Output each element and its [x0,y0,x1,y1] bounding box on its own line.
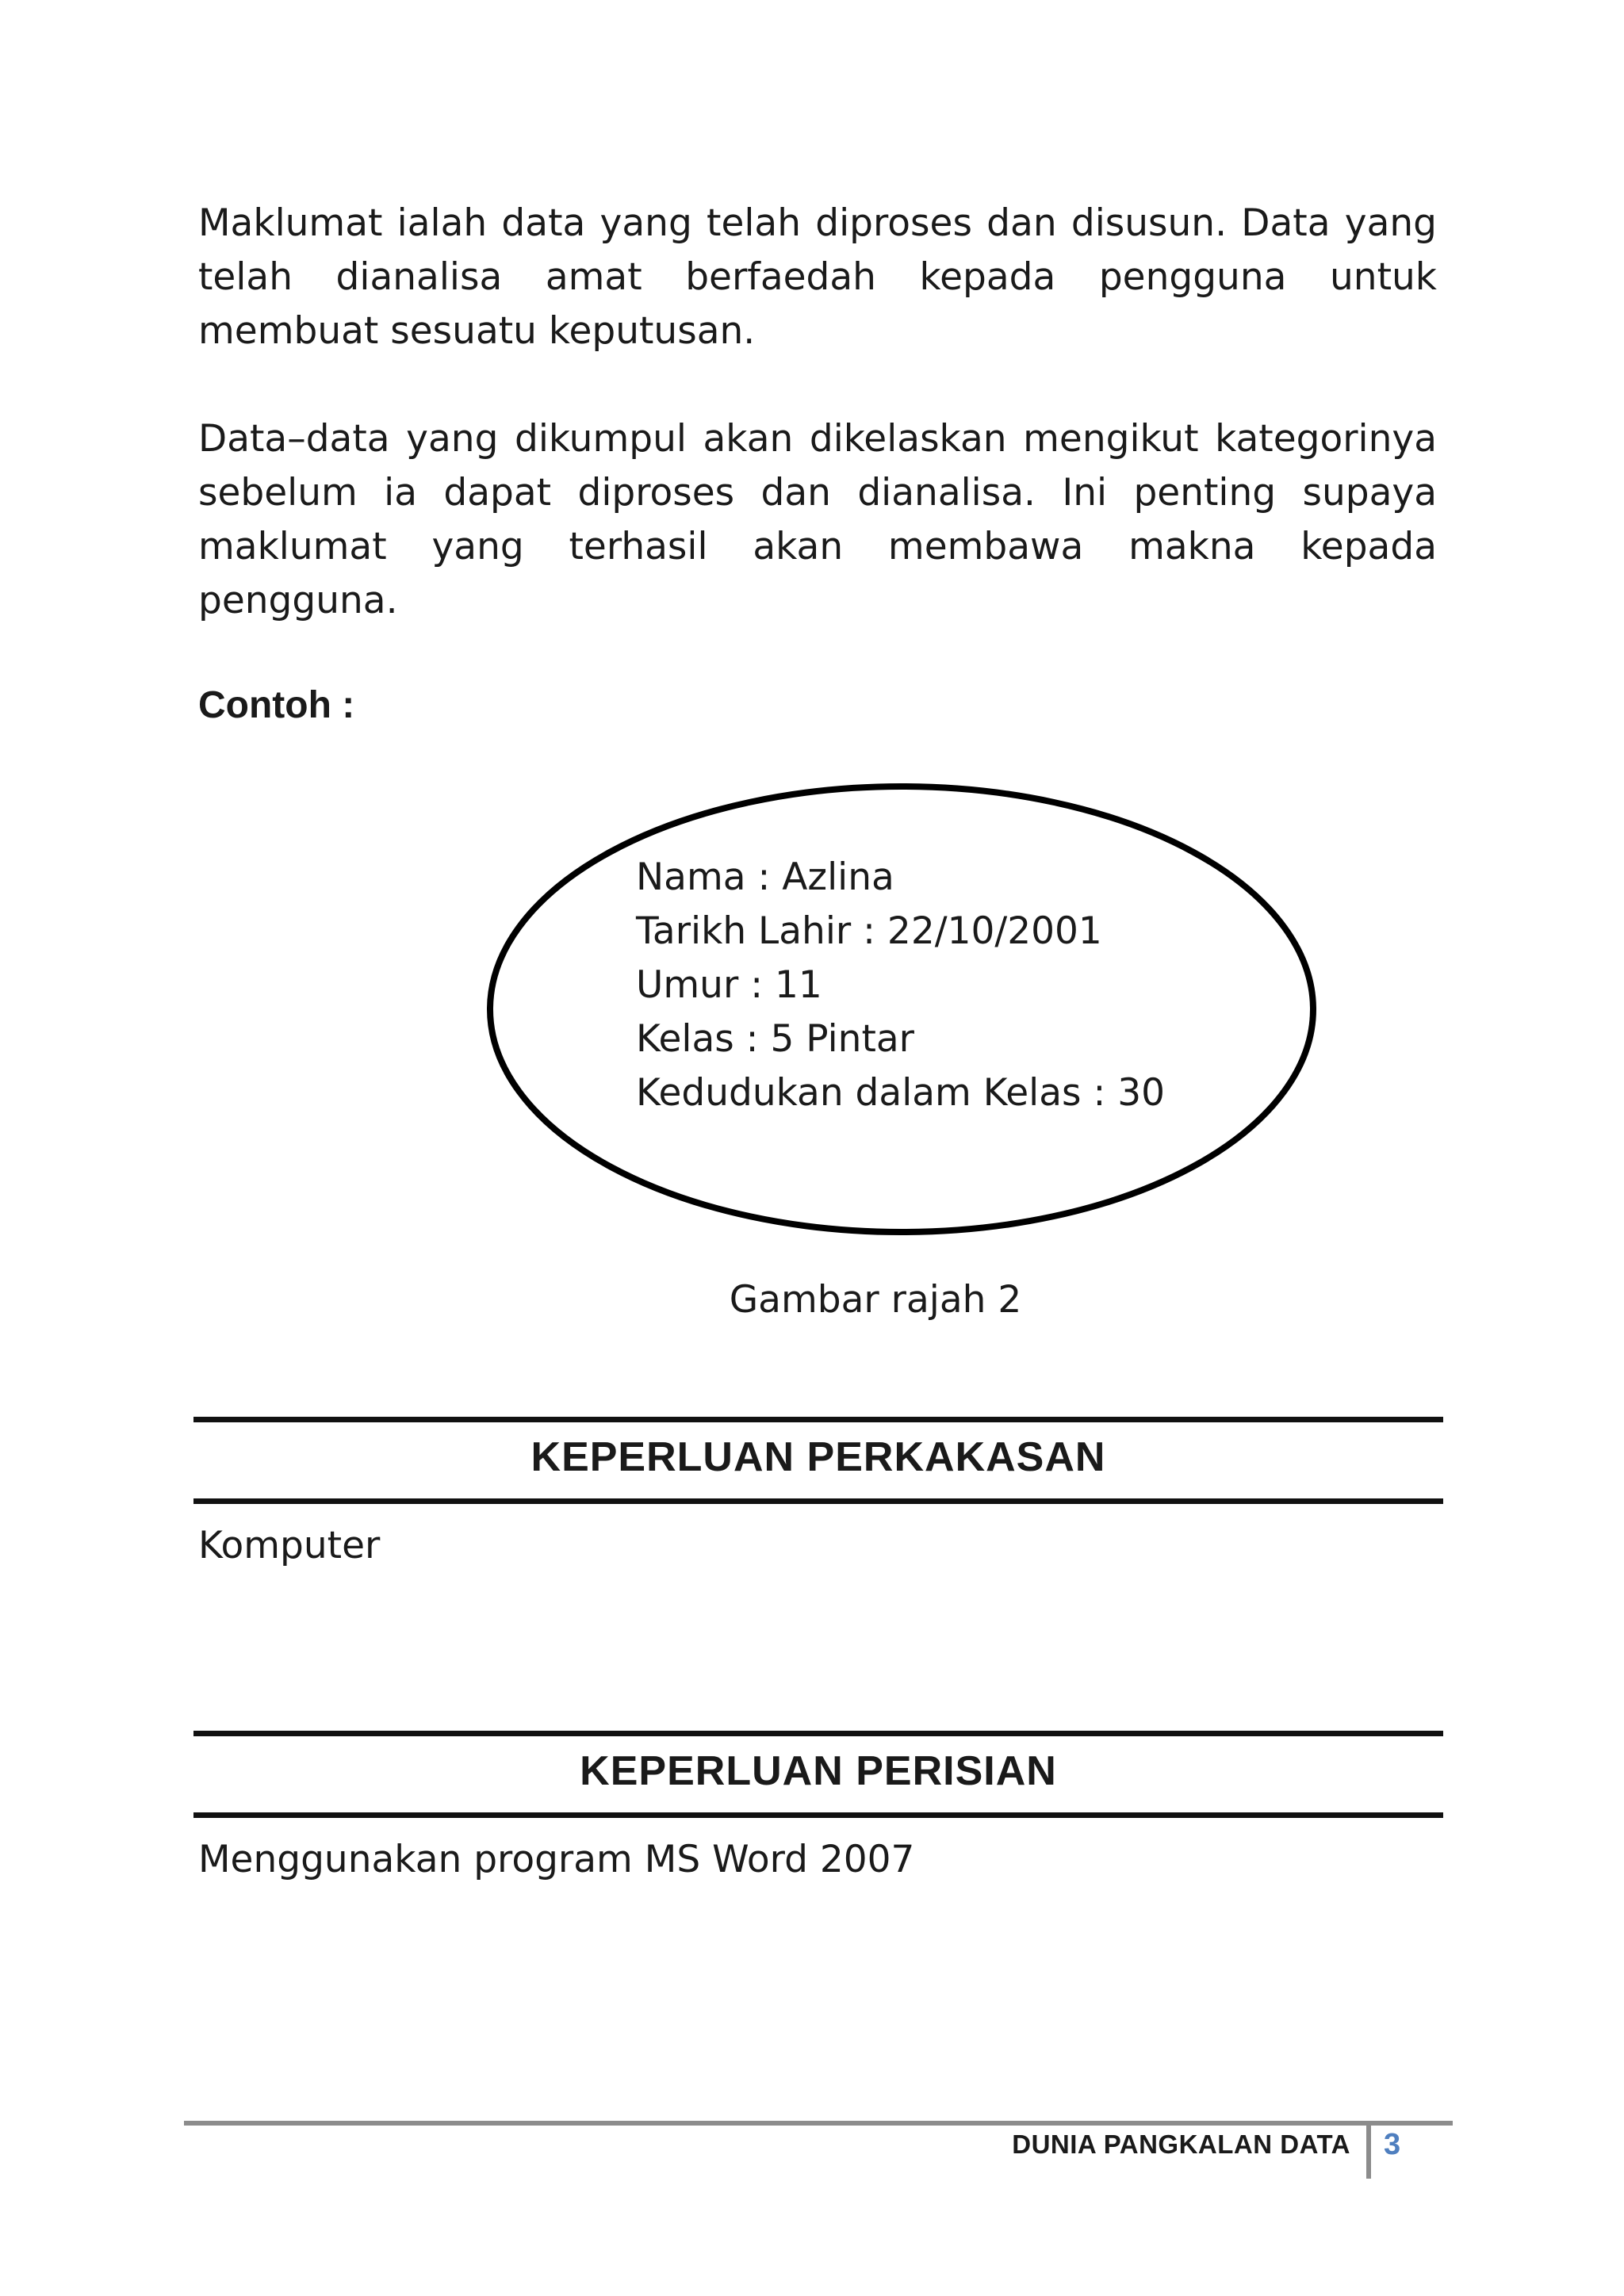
section-software-requirements [193,1731,1443,1818]
section-body-hardware: Komputer [198,1524,381,1567]
section-heading-software: KEPERLUAN PERISIAN [580,1748,1057,1794]
section-heading-hardware: KEPERLUAN PERKAKASAN [530,1434,1106,1480]
figure-caption: Gambar rajah 2 [729,1278,1022,1322]
section-body-software: Menggunakan program MS Word 2007 [198,1838,915,1881]
footer-title: DUNIA PANGKALAN DATA [1012,2130,1350,2159]
example-label: Contoh : [198,684,355,726]
record-field-kelas: Kelas : 5 Pintar [636,1017,915,1061]
paragraph-definition: Maklumat ialah data yang telah diproses dan disusun. Data yang telah dianalisa amat berfaedah kepada pengguna untuk membuat sesuatu keputusan. [198,201,1437,353]
record-field-tarikh-lahir: Tarikh Lahir : 22/10/2001 [636,909,1102,953]
page-number: 3 [1384,2128,1401,2161]
paragraph-classification: Data–data yang dikumpul akan dikelaskan mengikut kategorinya sebelum ia dapat diproses dan dianalisa. Ini penting supaya maklumat yang terhasil akan membawa makna kepada pengguna. [198,417,1437,622]
record-field-nama: Nama : Azlina [636,855,894,899]
record-fields [636,851,1165,1120]
footer-separator [1366,2123,1371,2179]
example-diagram [485,781,1318,1238]
record-field-umur: Umur : 11 [636,963,822,1007]
footer-divider [184,2121,1453,2126]
section-hardware-requirements [193,1417,1443,1504]
record-field-kedudukan: Kedudukan dalam Kelas : 30 [636,1071,1166,1115]
